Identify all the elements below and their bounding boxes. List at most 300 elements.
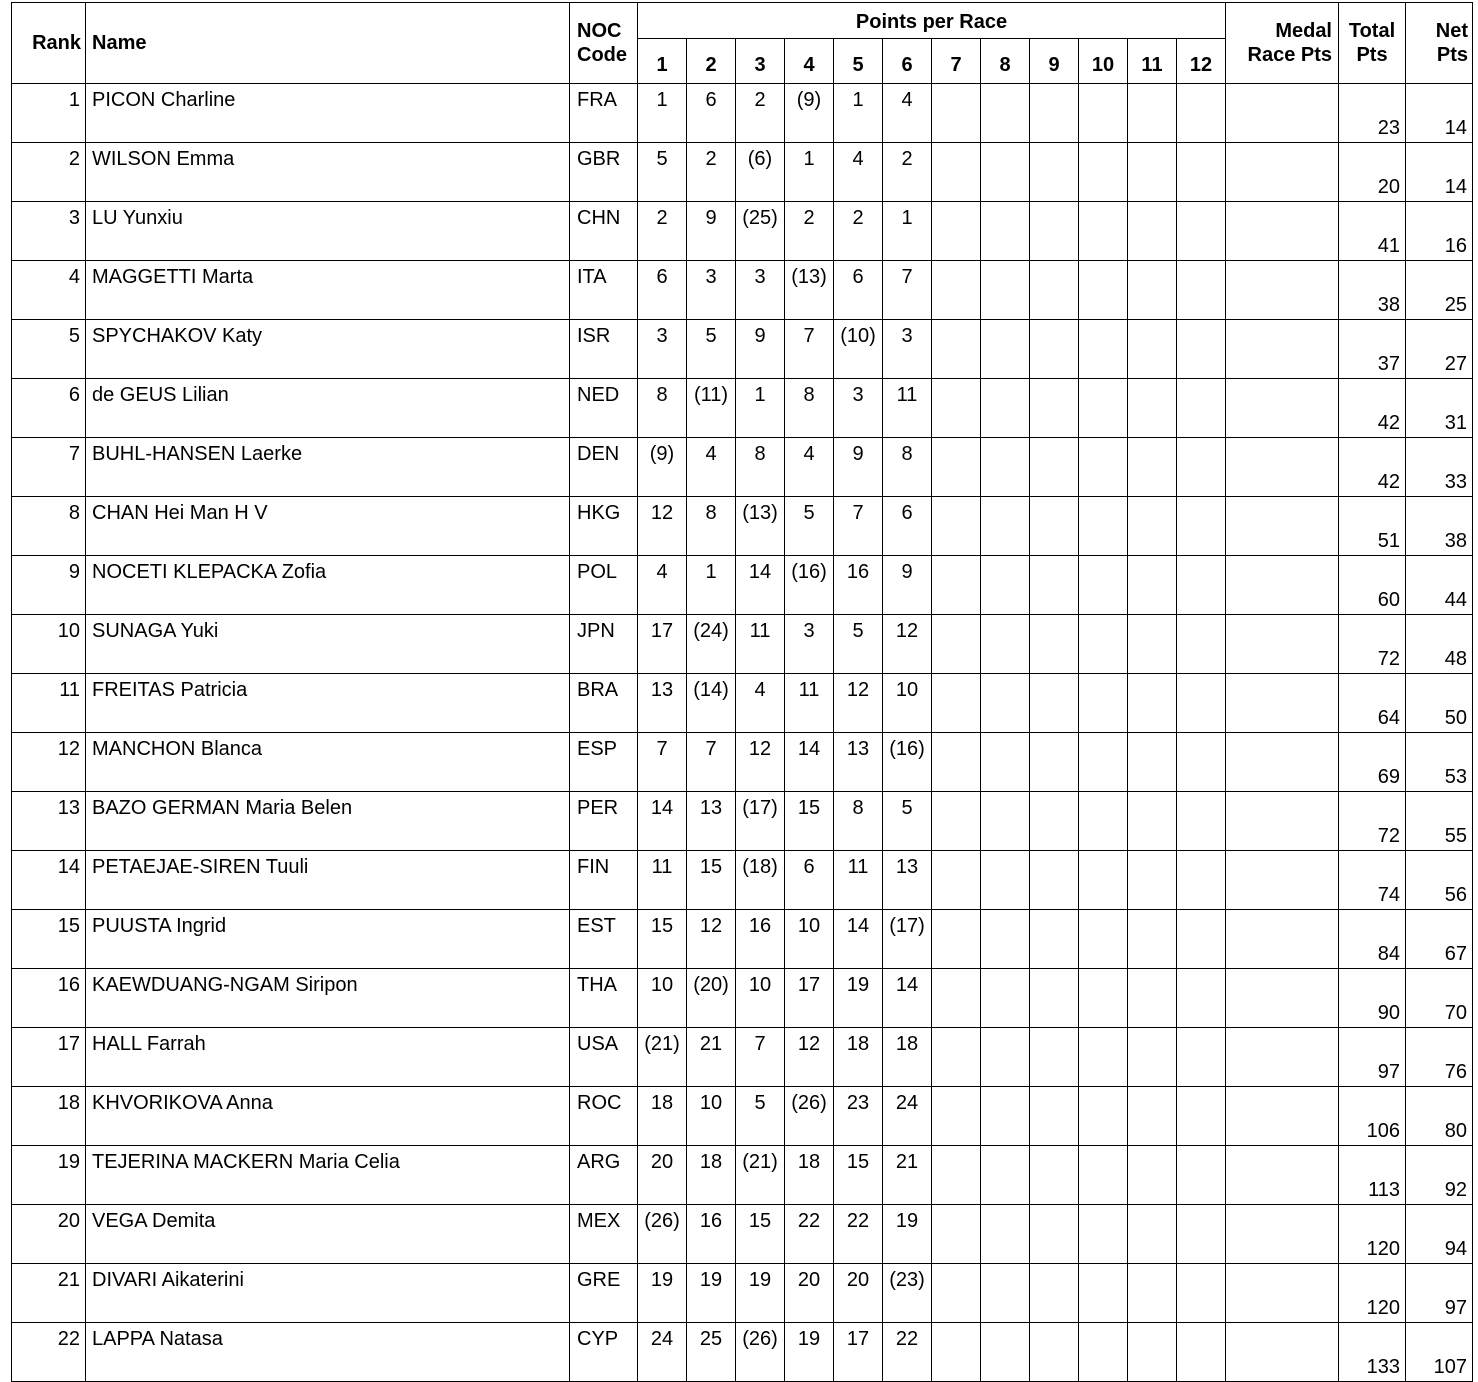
race-5-points-cell: 9 (834, 438, 883, 497)
noc-code-cell: ESP (570, 733, 638, 792)
race-4-points-cell: (9) (785, 84, 834, 143)
header-total-pts (1339, 3, 1406, 84)
race-9-points-cell (1030, 674, 1079, 733)
race-2-points-cell: 9 (687, 202, 736, 261)
race-6-points-cell: 1 (883, 202, 932, 261)
medal-race-pts-cell (1226, 202, 1339, 261)
medal-race-pts-cell (1226, 733, 1339, 792)
race-6-points-cell: 19 (883, 1205, 932, 1264)
race-1-points-cell: 1 (638, 84, 687, 143)
total-pts-cell: 60 (1339, 556, 1406, 615)
race-7-points-cell (932, 379, 981, 438)
race-6-points-cell: 21 (883, 1146, 932, 1205)
athlete-name-cell: PUUSTA Ingrid (86, 910, 570, 969)
race-10-points-cell (1079, 202, 1128, 261)
total-pts-cell: 106 (1339, 1087, 1406, 1146)
race-9-points-cell (1030, 320, 1079, 379)
race-11-points-cell (1128, 851, 1177, 910)
table-row (12, 497, 1473, 556)
race-3-points-cell: 5 (736, 1087, 785, 1146)
header-race-12: 12 (1177, 39, 1226, 84)
noc-code-cell: NED (570, 379, 638, 438)
race-12-points-cell (1177, 143, 1226, 202)
table-row (12, 1323, 1473, 1382)
race-3-points-cell: 3 (736, 261, 785, 320)
header-total-line2: Pts (1356, 44, 1388, 66)
race-11-points-cell (1128, 615, 1177, 674)
noc-code-cell: HKG (570, 497, 638, 556)
net-pts-cell: 31 (1406, 379, 1473, 438)
race-5-points-cell: 2 (834, 202, 883, 261)
race-3-points-cell: 7 (736, 1028, 785, 1087)
header-net-line1: Net (1435, 20, 1468, 42)
race-7-points-cell (932, 969, 981, 1028)
athlete-name-cell: MANCHON Blanca (86, 733, 570, 792)
header-race-2: 2 (687, 39, 736, 84)
race-5-points-cell: 23 (834, 1087, 883, 1146)
noc-code-cell: EST (570, 910, 638, 969)
race-9-points-cell (1030, 1146, 1079, 1205)
race-4-points-cell: (16) (785, 556, 834, 615)
race-2-points-cell: 7 (687, 733, 736, 792)
race-12-points-cell (1177, 733, 1226, 792)
race-12-points-cell (1177, 1264, 1226, 1323)
race-8-points-cell (981, 792, 1030, 851)
total-pts-cell: 42 (1339, 379, 1406, 438)
table-row (12, 438, 1473, 497)
race-10-points-cell (1079, 1087, 1128, 1146)
race-7-points-cell (932, 1146, 981, 1205)
noc-code-cell: THA (570, 969, 638, 1028)
race-6-points-cell: (17) (883, 910, 932, 969)
race-12-points-cell (1177, 910, 1226, 969)
race-9-points-cell (1030, 1028, 1079, 1087)
race-10-points-cell (1079, 379, 1128, 438)
race-3-points-cell: 10 (736, 969, 785, 1028)
race-1-points-cell: 14 (638, 792, 687, 851)
net-pts-cell: 27 (1406, 320, 1473, 379)
race-6-points-cell: 22 (883, 1323, 932, 1382)
race-9-points-cell (1030, 438, 1079, 497)
header-race-9: 9 (1030, 39, 1079, 84)
race-6-points-cell: 3 (883, 320, 932, 379)
race-1-points-cell: (26) (638, 1205, 687, 1264)
medal-race-pts-cell (1226, 143, 1339, 202)
table-row (12, 733, 1473, 792)
race-6-points-cell: 9 (883, 556, 932, 615)
total-pts-cell: 37 (1339, 320, 1406, 379)
race-6-points-cell: 7 (883, 261, 932, 320)
race-5-points-cell: 17 (834, 1323, 883, 1382)
race-12-points-cell (1177, 1028, 1226, 1087)
total-pts-cell: 84 (1339, 910, 1406, 969)
noc-code-cell: JPN (570, 615, 638, 674)
race-1-points-cell: 13 (638, 674, 687, 733)
race-4-points-cell: 3 (785, 615, 834, 674)
race-9-points-cell (1030, 1264, 1079, 1323)
noc-code-cell: GBR (570, 143, 638, 202)
race-2-points-cell: 8 (687, 497, 736, 556)
table-row (12, 202, 1473, 261)
results-table (11, 2, 1473, 1382)
race-4-points-cell: 7 (785, 320, 834, 379)
race-4-points-cell: 22 (785, 1205, 834, 1264)
rank-cell: 12 (12, 733, 86, 792)
race-2-points-cell: 1 (687, 556, 736, 615)
race-6-points-cell: 12 (883, 615, 932, 674)
header-noc-code (570, 3, 638, 84)
race-5-points-cell: 11 (834, 851, 883, 910)
race-8-points-cell (981, 261, 1030, 320)
athlete-name-cell: BAZO GERMAN Maria Belen (86, 792, 570, 851)
net-pts-cell: 76 (1406, 1028, 1473, 1087)
header-medal-line1: Medal (1275, 20, 1332, 42)
header-race-11: 11 (1128, 39, 1177, 84)
race-5-points-cell: 1 (834, 84, 883, 143)
table-row (12, 1028, 1473, 1087)
race-7-points-cell (932, 910, 981, 969)
net-pts-cell: 94 (1406, 1205, 1473, 1264)
race-9-points-cell (1030, 1323, 1079, 1382)
race-5-points-cell: 14 (834, 910, 883, 969)
race-10-points-cell (1079, 497, 1128, 556)
athlete-name-cell: KHVORIKOVA Anna (86, 1087, 570, 1146)
athlete-name-cell: SPYCHAKOV Katy (86, 320, 570, 379)
race-12-points-cell (1177, 851, 1226, 910)
net-pts-cell: 56 (1406, 851, 1473, 910)
race-5-points-cell: 22 (834, 1205, 883, 1264)
race-5-points-cell: 3 (834, 379, 883, 438)
net-pts-cell: 107 (1406, 1323, 1473, 1382)
race-1-points-cell: 19 (638, 1264, 687, 1323)
race-8-points-cell (981, 1323, 1030, 1382)
race-10-points-cell (1079, 792, 1128, 851)
rank-cell: 5 (12, 320, 86, 379)
noc-code-cell: DEN (570, 438, 638, 497)
race-1-points-cell: 4 (638, 556, 687, 615)
race-1-points-cell: 8 (638, 379, 687, 438)
race-12-points-cell (1177, 674, 1226, 733)
race-6-points-cell: 11 (883, 379, 932, 438)
athlete-name-cell: DIVARI Aikaterini (86, 1264, 570, 1323)
header-race-8: 8 (981, 39, 1030, 84)
race-6-points-cell: 13 (883, 851, 932, 910)
noc-code-cell: BRA (570, 674, 638, 733)
net-pts-cell: 16 (1406, 202, 1473, 261)
total-pts-cell: 20 (1339, 143, 1406, 202)
net-pts-cell: 53 (1406, 733, 1473, 792)
race-7-points-cell (932, 1323, 981, 1382)
race-8-points-cell (981, 851, 1030, 910)
medal-race-pts-cell (1226, 792, 1339, 851)
race-4-points-cell: 19 (785, 1323, 834, 1382)
header-race-3: 3 (736, 39, 785, 84)
table-row (12, 320, 1473, 379)
race-3-points-cell: (13) (736, 497, 785, 556)
race-11-points-cell (1128, 497, 1177, 556)
race-1-points-cell: 2 (638, 202, 687, 261)
race-12-points-cell (1177, 261, 1226, 320)
race-5-points-cell: 13 (834, 733, 883, 792)
race-4-points-cell: 20 (785, 1264, 834, 1323)
race-9-points-cell (1030, 1087, 1079, 1146)
rank-cell: 21 (12, 1264, 86, 1323)
race-10-points-cell (1079, 969, 1128, 1028)
rank-cell: 17 (12, 1028, 86, 1087)
net-pts-cell: 14 (1406, 143, 1473, 202)
race-8-points-cell (981, 1264, 1030, 1323)
race-3-points-cell: (17) (736, 792, 785, 851)
race-2-points-cell: 3 (687, 261, 736, 320)
net-pts-cell: 70 (1406, 969, 1473, 1028)
race-10-points-cell (1079, 1323, 1128, 1382)
race-12-points-cell (1177, 1205, 1226, 1264)
noc-code-cell: CHN (570, 202, 638, 261)
race-11-points-cell (1128, 202, 1177, 261)
header-rank: Rank (12, 3, 86, 84)
medal-race-pts-cell (1226, 674, 1339, 733)
net-pts-cell: 92 (1406, 1146, 1473, 1205)
athlete-name-cell: NOCETI KLEPACKA Zofia (86, 556, 570, 615)
table-row (12, 615, 1473, 674)
race-11-points-cell (1128, 733, 1177, 792)
table-row (12, 1146, 1473, 1205)
race-6-points-cell: 10 (883, 674, 932, 733)
race-4-points-cell: 18 (785, 1146, 834, 1205)
noc-code-cell: USA (570, 1028, 638, 1087)
net-pts-cell: 80 (1406, 1087, 1473, 1146)
athlete-name-cell: WILSON Emma (86, 143, 570, 202)
race-4-points-cell: 10 (785, 910, 834, 969)
race-7-points-cell (932, 674, 981, 733)
medal-race-pts-cell (1226, 320, 1339, 379)
athlete-name-cell: de GEUS Lilian (86, 379, 570, 438)
total-pts-cell: 74 (1339, 851, 1406, 910)
header-points-per-race: Points per Race (638, 3, 1226, 39)
race-10-points-cell (1079, 851, 1128, 910)
race-9-points-cell (1030, 969, 1079, 1028)
race-2-points-cell: (20) (687, 969, 736, 1028)
race-9-points-cell (1030, 379, 1079, 438)
header-name: Name (86, 3, 570, 84)
medal-race-pts-cell (1226, 1205, 1339, 1264)
race-2-points-cell: (14) (687, 674, 736, 733)
race-2-points-cell: 15 (687, 851, 736, 910)
header-race-1: 1 (638, 39, 687, 84)
athlete-name-cell: CHAN Hei Man H V (86, 497, 570, 556)
race-2-points-cell: 6 (687, 84, 736, 143)
race-12-points-cell (1177, 1323, 1226, 1382)
race-6-points-cell: 18 (883, 1028, 932, 1087)
medal-race-pts-cell (1226, 615, 1339, 674)
race-5-points-cell: 6 (834, 261, 883, 320)
race-3-points-cell: 15 (736, 1205, 785, 1264)
race-3-points-cell: 11 (736, 615, 785, 674)
medal-race-pts-cell (1226, 851, 1339, 910)
table-row (12, 1205, 1473, 1264)
race-5-points-cell: 16 (834, 556, 883, 615)
race-2-points-cell: 21 (687, 1028, 736, 1087)
race-3-points-cell: 1 (736, 379, 785, 438)
race-1-points-cell: 20 (638, 1146, 687, 1205)
noc-code-cell: ITA (570, 261, 638, 320)
race-4-points-cell: 15 (785, 792, 834, 851)
header-medal-line2: Race Pts (1247, 44, 1332, 66)
race-6-points-cell: 2 (883, 143, 932, 202)
rank-cell: 7 (12, 438, 86, 497)
race-8-points-cell (981, 615, 1030, 674)
rank-cell: 13 (12, 792, 86, 851)
table-row (12, 556, 1473, 615)
rank-cell: 19 (12, 1146, 86, 1205)
race-1-points-cell: 11 (638, 851, 687, 910)
total-pts-cell: 23 (1339, 84, 1406, 143)
medal-race-pts-cell (1226, 1087, 1339, 1146)
race-2-points-cell: 12 (687, 910, 736, 969)
header-race-10: 10 (1079, 39, 1128, 84)
athlete-name-cell: VEGA Demita (86, 1205, 570, 1264)
noc-code-cell: ARG (570, 1146, 638, 1205)
race-1-points-cell: 5 (638, 143, 687, 202)
race-6-points-cell: 5 (883, 792, 932, 851)
race-8-points-cell (981, 969, 1030, 1028)
race-1-points-cell: 3 (638, 320, 687, 379)
noc-code-cell: FIN (570, 851, 638, 910)
table-row (12, 261, 1473, 320)
rank-cell: 2 (12, 143, 86, 202)
table-row (12, 1264, 1473, 1323)
race-9-points-cell (1030, 1205, 1079, 1264)
header-total-line1: Total (1348, 20, 1396, 42)
race-7-points-cell (932, 202, 981, 261)
race-8-points-cell (981, 1028, 1030, 1087)
race-8-points-cell (981, 910, 1030, 969)
total-pts-cell: 120 (1339, 1205, 1406, 1264)
race-4-points-cell: (26) (785, 1087, 834, 1146)
athlete-name-cell: LU Yunxiu (86, 202, 570, 261)
rank-cell: 1 (12, 84, 86, 143)
header-medal-race-pts (1226, 3, 1339, 84)
race-1-points-cell: 7 (638, 733, 687, 792)
rank-cell: 18 (12, 1087, 86, 1146)
medal-race-pts-cell (1226, 556, 1339, 615)
race-9-points-cell (1030, 910, 1079, 969)
race-4-points-cell: 5 (785, 497, 834, 556)
header-race-4: 4 (785, 39, 834, 84)
race-7-points-cell (932, 84, 981, 143)
total-pts-cell: 64 (1339, 674, 1406, 733)
race-10-points-cell (1079, 1205, 1128, 1264)
race-11-points-cell (1128, 1323, 1177, 1382)
total-pts-cell: 38 (1339, 261, 1406, 320)
race-11-points-cell (1128, 969, 1177, 1028)
race-5-points-cell: 8 (834, 792, 883, 851)
race-2-points-cell: (11) (687, 379, 736, 438)
race-9-points-cell (1030, 261, 1079, 320)
race-4-points-cell: (13) (785, 261, 834, 320)
medal-race-pts-cell (1226, 438, 1339, 497)
race-10-points-cell (1079, 438, 1128, 497)
race-1-points-cell: (9) (638, 438, 687, 497)
race-2-points-cell: 4 (687, 438, 736, 497)
race-6-points-cell: 4 (883, 84, 932, 143)
athlete-name-cell: SUNAGA Yuki (86, 615, 570, 674)
race-7-points-cell (932, 261, 981, 320)
noc-code-cell: MEX (570, 1205, 638, 1264)
race-7-points-cell (932, 733, 981, 792)
race-4-points-cell: 12 (785, 1028, 834, 1087)
total-pts-cell: 72 (1339, 792, 1406, 851)
race-11-points-cell (1128, 1028, 1177, 1087)
race-10-points-cell (1079, 84, 1128, 143)
race-10-points-cell (1079, 910, 1128, 969)
race-1-points-cell: 17 (638, 615, 687, 674)
race-10-points-cell (1079, 674, 1128, 733)
race-2-points-cell: 5 (687, 320, 736, 379)
athlete-name-cell: HALL Farrah (86, 1028, 570, 1087)
rank-cell: 3 (12, 202, 86, 261)
total-pts-cell: 72 (1339, 615, 1406, 674)
net-pts-cell: 97 (1406, 1264, 1473, 1323)
race-8-points-cell (981, 497, 1030, 556)
race-9-points-cell (1030, 615, 1079, 674)
race-3-points-cell: 4 (736, 674, 785, 733)
athlete-name-cell: KAEWDUANG-NGAM Siripon (86, 969, 570, 1028)
race-2-points-cell: 10 (687, 1087, 736, 1146)
net-pts-cell: 14 (1406, 84, 1473, 143)
athlete-name-cell: PICON Charline (86, 84, 570, 143)
athlete-name-cell: TEJERINA MACKERN Maria Celia (86, 1146, 570, 1205)
rank-cell: 11 (12, 674, 86, 733)
race-7-points-cell (932, 556, 981, 615)
rank-cell: 22 (12, 1323, 86, 1382)
rank-cell: 8 (12, 497, 86, 556)
noc-code-cell: FRA (570, 84, 638, 143)
net-pts-cell: 67 (1406, 910, 1473, 969)
rank-cell: 20 (12, 1205, 86, 1264)
race-12-points-cell (1177, 1146, 1226, 1205)
athlete-name-cell: BUHL-HANSEN Laerke (86, 438, 570, 497)
total-pts-cell: 90 (1339, 969, 1406, 1028)
race-7-points-cell (932, 497, 981, 556)
race-10-points-cell (1079, 615, 1128, 674)
race-11-points-cell (1128, 556, 1177, 615)
header-noc-line1: NOC (577, 20, 622, 42)
table-row (12, 84, 1473, 143)
noc-code-cell: CYP (570, 1323, 638, 1382)
race-4-points-cell: 17 (785, 969, 834, 1028)
race-9-points-cell (1030, 733, 1079, 792)
header-race-7: 7 (932, 39, 981, 84)
table-row (12, 674, 1473, 733)
net-pts-cell: 44 (1406, 556, 1473, 615)
race-4-points-cell: 6 (785, 851, 834, 910)
race-2-points-cell: 16 (687, 1205, 736, 1264)
race-10-points-cell (1079, 143, 1128, 202)
header-noc-line2: Code (577, 44, 627, 66)
race-7-points-cell (932, 438, 981, 497)
noc-code-cell: PER (570, 792, 638, 851)
race-5-points-cell: 4 (834, 143, 883, 202)
header-net-line2: Pts (1436, 44, 1468, 66)
race-3-points-cell: 19 (736, 1264, 785, 1323)
race-4-points-cell: 1 (785, 143, 834, 202)
race-11-points-cell (1128, 84, 1177, 143)
table-row (12, 910, 1473, 969)
race-8-points-cell (981, 733, 1030, 792)
race-6-points-cell: 14 (883, 969, 932, 1028)
race-5-points-cell: 12 (834, 674, 883, 733)
